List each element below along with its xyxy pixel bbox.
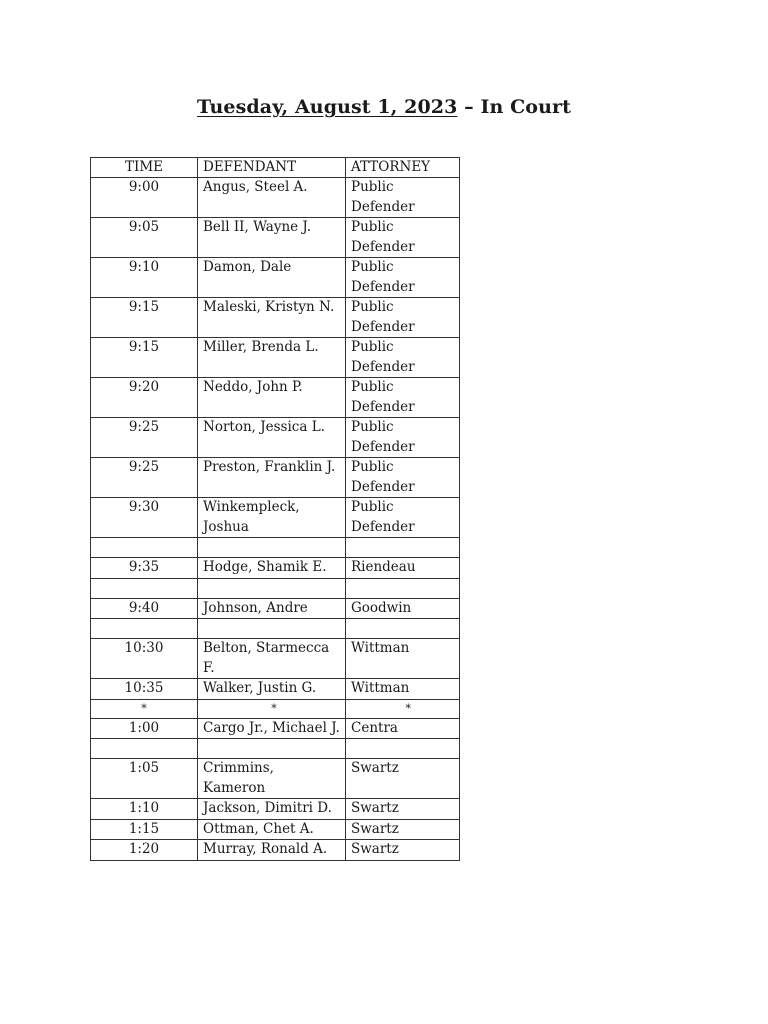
column-header-defendant: DEFENDANT bbox=[198, 158, 346, 178]
attorney-cell: Public Defender bbox=[346, 418, 460, 458]
defendant-cell: Bell II, Wayne J. bbox=[198, 218, 346, 258]
attorney-cell: Public Defender bbox=[346, 258, 460, 298]
defendant-cell: Norton, Jessica L. bbox=[198, 418, 346, 458]
defendant-cell: Johnson, Andre bbox=[198, 598, 346, 619]
table-row bbox=[91, 840, 460, 861]
time-cell: 10:30 bbox=[91, 639, 198, 679]
attorney-cell: Public Defender bbox=[346, 498, 460, 538]
time-cell: 9:25 bbox=[91, 418, 198, 458]
table-row bbox=[91, 718, 460, 739]
attorney-cell: Public Defender bbox=[346, 338, 460, 378]
empty-cell bbox=[346, 578, 460, 598]
time-cell: 10:35 bbox=[91, 679, 198, 700]
empty-cell bbox=[198, 619, 346, 639]
table-row bbox=[91, 759, 460, 799]
empty-cell bbox=[346, 538, 460, 558]
empty-cell bbox=[346, 619, 460, 639]
table-row bbox=[91, 418, 460, 458]
table-row bbox=[91, 338, 460, 378]
table-row bbox=[91, 799, 460, 820]
spacer-row bbox=[91, 578, 460, 598]
time-cell: 9:20 bbox=[91, 378, 198, 418]
attorney-cell: Wittman bbox=[346, 639, 460, 679]
table-row bbox=[91, 378, 460, 418]
defendant-cell: Jackson, Dimitri D. bbox=[198, 799, 346, 820]
marker-time-cell: * bbox=[91, 699, 198, 718]
table-row bbox=[91, 819, 460, 840]
court-schedule-table bbox=[90, 157, 460, 861]
marker-attorney-cell: * bbox=[346, 699, 460, 718]
time-cell: 9:15 bbox=[91, 338, 198, 378]
table-row bbox=[91, 458, 460, 498]
defendant-cell: Preston, Franklin J. bbox=[198, 458, 346, 498]
defendant-cell: Angus, Steel A. bbox=[198, 178, 346, 218]
column-header-time: TIME bbox=[91, 158, 198, 178]
time-cell: 9:00 bbox=[91, 178, 198, 218]
defendant-cell: Hodge, Shamik E. bbox=[198, 558, 346, 579]
empty-cell bbox=[198, 538, 346, 558]
defendant-cell: Crimmins, Kameron bbox=[198, 759, 346, 799]
attorney-cell: Riendeau bbox=[346, 558, 460, 579]
defendant-cell: Neddo, John P. bbox=[198, 378, 346, 418]
attorney-cell: Public Defender bbox=[346, 178, 460, 218]
attorney-cell: Public Defender bbox=[346, 218, 460, 258]
table-header-row bbox=[91, 158, 460, 178]
empty-cell bbox=[91, 739, 198, 759]
table-row bbox=[91, 639, 460, 679]
time-cell: 9:05 bbox=[91, 218, 198, 258]
spacer-row bbox=[91, 538, 460, 558]
empty-cell bbox=[91, 538, 198, 558]
time-cell: 1:10 bbox=[91, 799, 198, 820]
attorney-cell: Centra bbox=[346, 718, 460, 739]
table-row bbox=[91, 598, 460, 619]
table-row bbox=[91, 679, 460, 700]
page-title-suffix: – In Court bbox=[457, 96, 571, 118]
spacer-row bbox=[91, 619, 460, 639]
empty-cell bbox=[91, 578, 198, 598]
time-cell: 9:40 bbox=[91, 598, 198, 619]
attorney-cell: Public Defender bbox=[346, 378, 460, 418]
time-cell: 9:25 bbox=[91, 458, 198, 498]
table-row bbox=[91, 558, 460, 579]
attorney-cell: Wittman bbox=[346, 679, 460, 700]
attorney-cell: Swartz bbox=[346, 799, 460, 820]
time-cell: 1:05 bbox=[91, 759, 198, 799]
time-cell: 1:00 bbox=[91, 718, 198, 739]
spacer-row bbox=[91, 739, 460, 759]
time-cell: 9:30 bbox=[91, 498, 198, 538]
defendant-cell: Miller, Brenda L. bbox=[198, 338, 346, 378]
defendant-cell: Maleski, Kristyn N. bbox=[198, 298, 346, 338]
empty-cell bbox=[91, 619, 198, 639]
time-cell: 9:15 bbox=[91, 298, 198, 338]
attorney-cell: Swartz bbox=[346, 840, 460, 861]
time-cell: 1:20 bbox=[91, 840, 198, 861]
separator-marker-row bbox=[91, 699, 460, 718]
table-row bbox=[91, 178, 460, 218]
column-header-attorney: ATTORNEY bbox=[346, 158, 460, 178]
time-cell: 9:35 bbox=[91, 558, 198, 579]
defendant-cell: Cargo Jr., Michael J. bbox=[198, 718, 346, 739]
empty-cell bbox=[346, 739, 460, 759]
empty-cell bbox=[198, 578, 346, 598]
defendant-cell: Belton, Starmecca F. bbox=[198, 639, 346, 679]
defendant-cell: Ottman, Chet A. bbox=[198, 819, 346, 840]
attorney-cell: Public Defender bbox=[346, 298, 460, 338]
marker-defendant-cell: * bbox=[198, 699, 346, 718]
defendant-cell: Damon, Dale bbox=[198, 258, 346, 298]
attorney-cell: Public Defender bbox=[346, 458, 460, 498]
empty-cell bbox=[198, 739, 346, 759]
table-body bbox=[91, 178, 460, 861]
page-title-date: Tuesday, August 1, 2023 bbox=[197, 96, 458, 118]
attorney-cell: Goodwin bbox=[346, 598, 460, 619]
defendant-cell: Murray, Ronald A. bbox=[198, 840, 346, 861]
table-row bbox=[91, 218, 460, 258]
table-row bbox=[91, 258, 460, 298]
defendant-cell: Winkempleck, Joshua bbox=[198, 498, 346, 538]
defendant-cell: Walker, Justin G. bbox=[198, 679, 346, 700]
time-cell: 9:10 bbox=[91, 258, 198, 298]
time-cell: 1:15 bbox=[91, 819, 198, 840]
page-title bbox=[0, 96, 768, 118]
table-row bbox=[91, 298, 460, 338]
attorney-cell: Swartz bbox=[346, 759, 460, 799]
attorney-cell: Swartz bbox=[346, 819, 460, 840]
table-row bbox=[91, 498, 460, 538]
